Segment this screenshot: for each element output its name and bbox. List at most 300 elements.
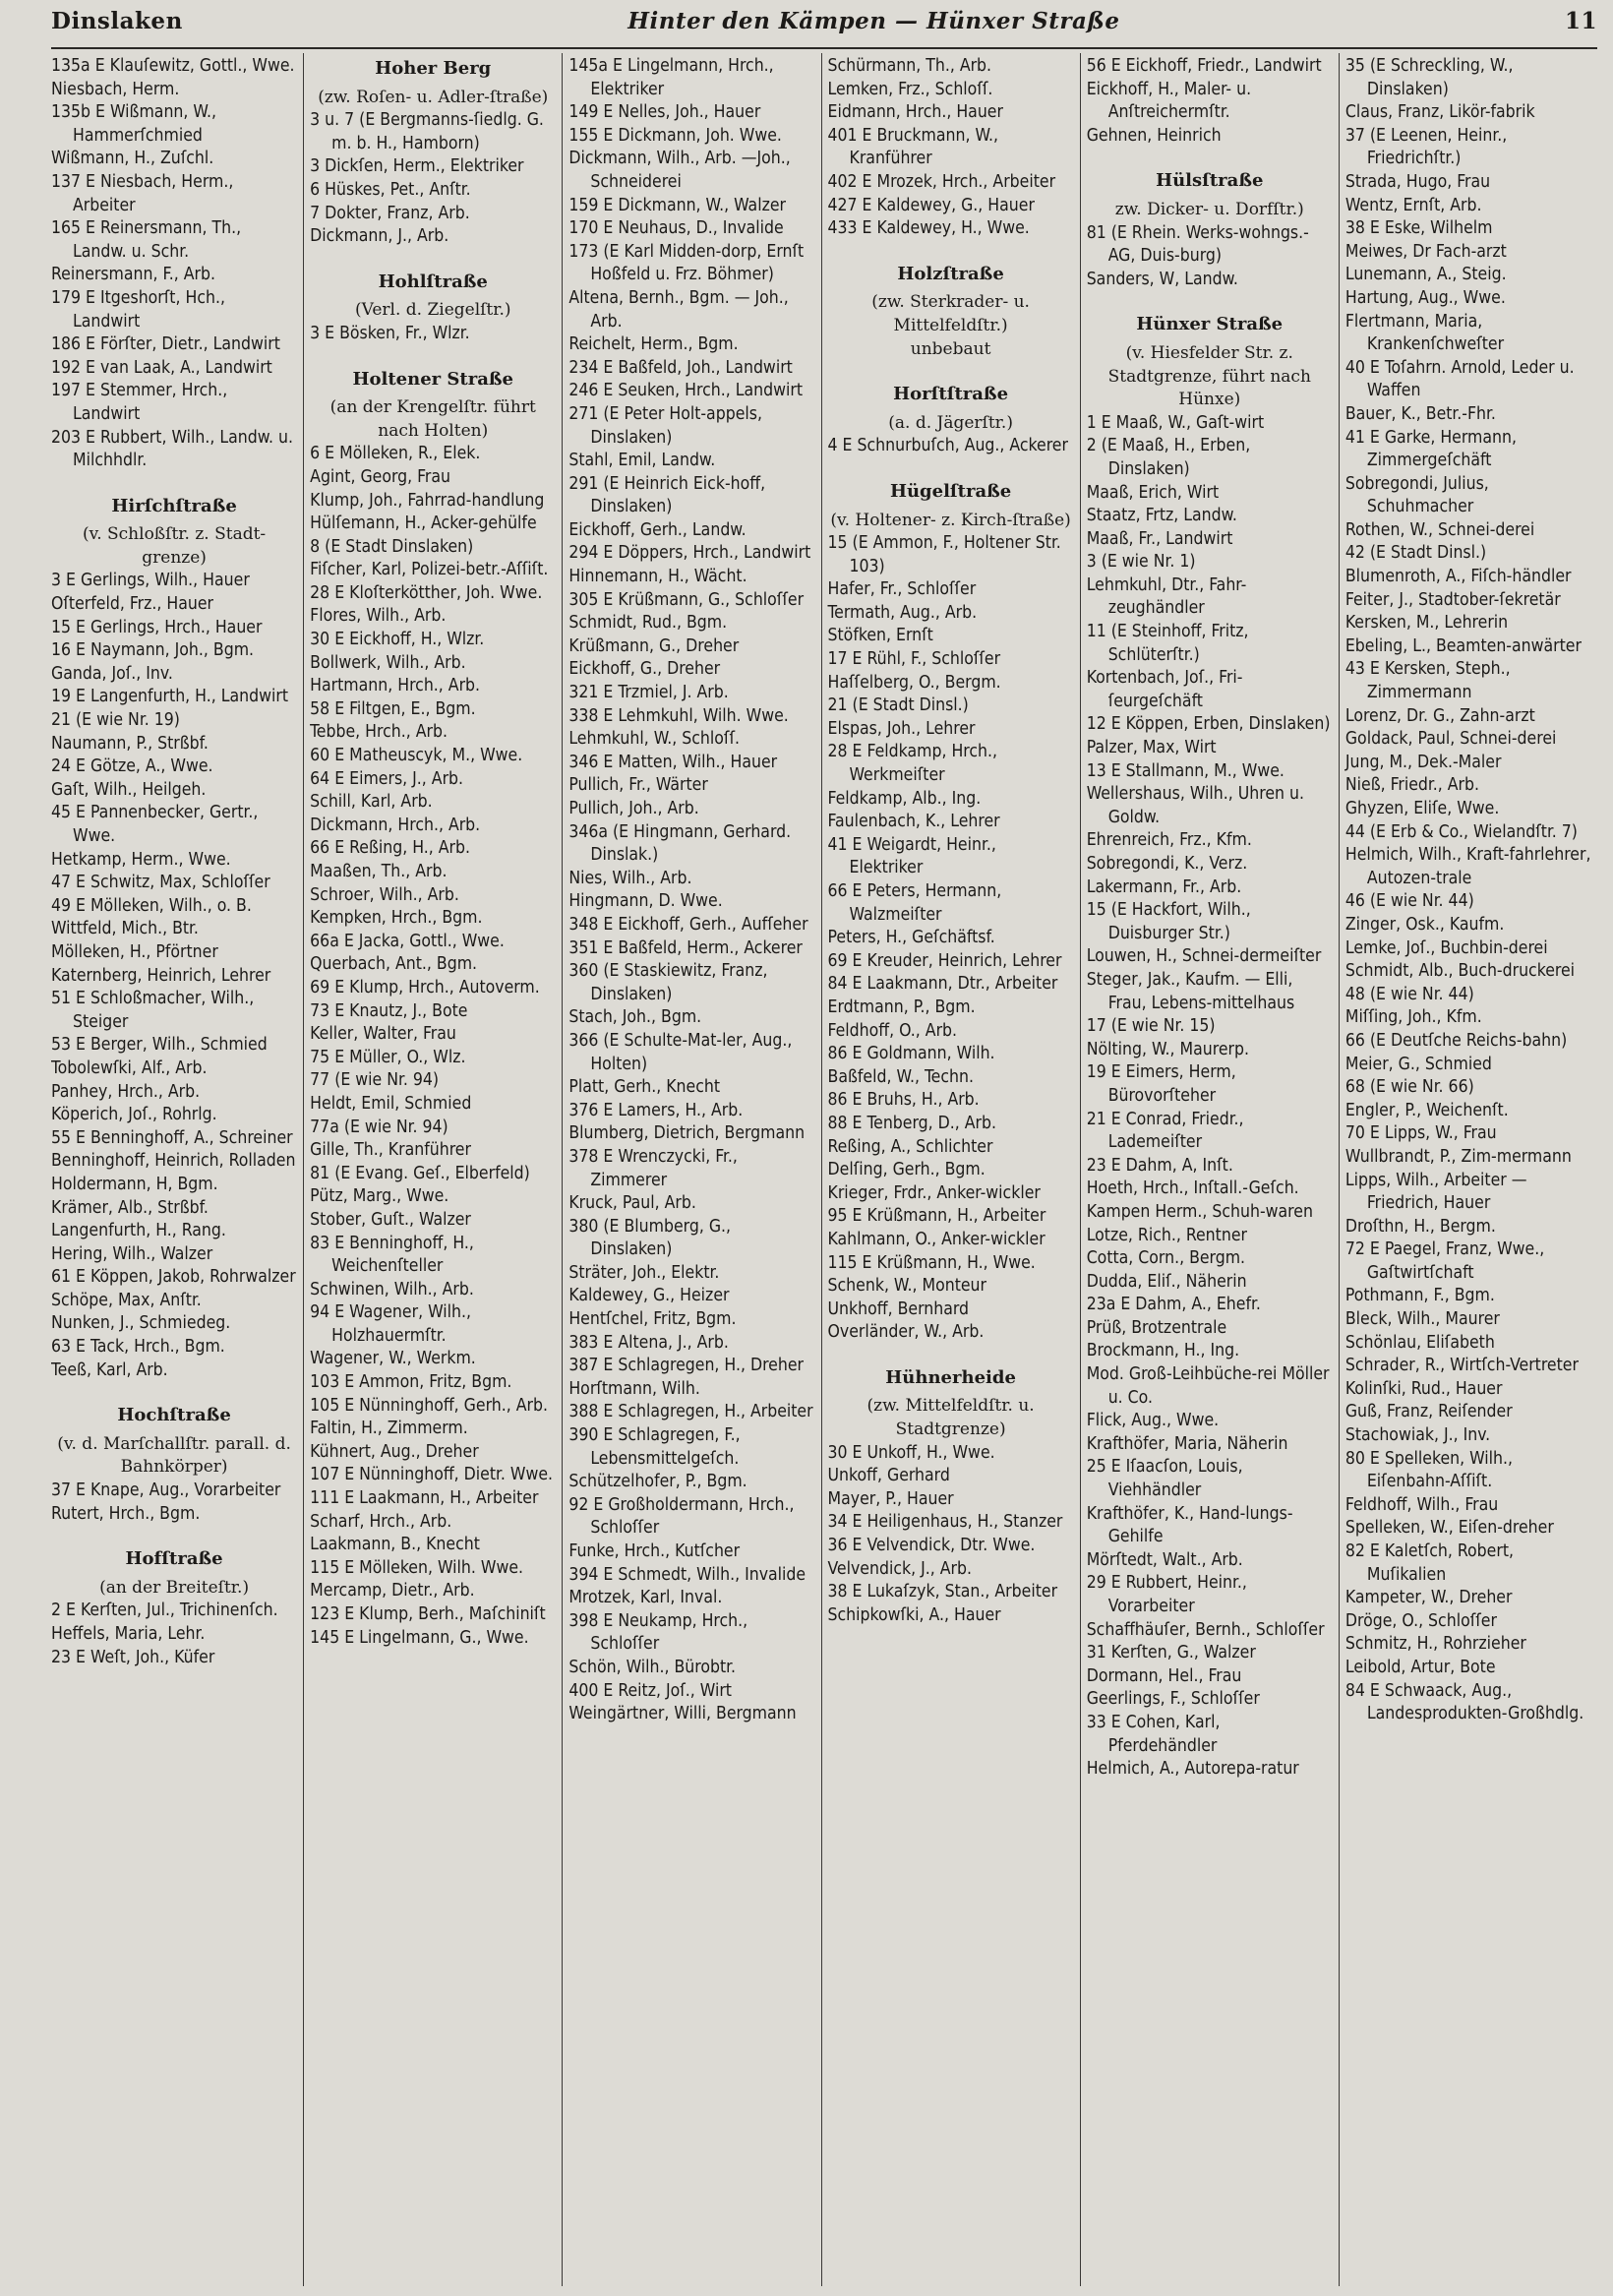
page-number: 11 <box>1564 8 1597 34</box>
resident-entry: Krafthöfer, K., Hand-lungs-Gehilfe <box>1086 1503 1293 1547</box>
street-description: (v. Hiesfelder Str. z. Stadtgrenze, führt nach Hünxe) <box>1107 342 1311 410</box>
resident-entry: Meier, G., Schmied <box>1344 1054 1492 1074</box>
resident-entry: 19 E Eimers, Herm, Bürovorſteher <box>1086 1062 1236 1106</box>
resident-entry: Helmich, Wilh., Kraft-fahrlehrer, Autozen-trale <box>1344 845 1591 888</box>
resident-entry: 80 E Spelleken, Wilh., Eiſenbahn-Aſſiſt. <box>1344 1448 1514 1492</box>
resident-entry: Feldkamp, Alb., Ing. <box>827 788 982 809</box>
resident-entry: 41 E Weigardt, Heinr., Elektriker <box>827 834 996 878</box>
directory-column <box>821 53 1080 2286</box>
resident-entry: Rothen, W., Schnei-derei <box>1344 519 1535 540</box>
resident-entry: 159 E Dickmann, W., Walzer <box>568 195 786 215</box>
resident-entry: Baßfeld, W., Techn. <box>827 1066 974 1087</box>
resident-entry: Brockmann, H., Ing. <box>1086 1341 1240 1361</box>
resident-entry: Kortenbach, Joſ., Fri-ſeurgeſchäft <box>1086 668 1243 711</box>
resident-entry: Claus, Franz, Likör-fabrik <box>1344 102 1535 123</box>
street-heading: Hühnerheide <box>885 1366 1016 1388</box>
resident-entry: Elspas, Joh., Lehrer <box>827 718 976 739</box>
resident-entry: Meiwes, Dr Fach-arzt <box>1344 241 1507 262</box>
resident-entry: 17 E Rühl, F., Schloſſer <box>827 649 1001 670</box>
resident-entry: Wittfeld, Mich., Btr. <box>51 919 199 939</box>
directory-column <box>303 53 562 2286</box>
resident-entry: 16 E Naymann, Joh., Bgm. <box>51 640 255 661</box>
resident-entry: Hafer, Fr., Schloſſer <box>827 579 977 600</box>
resident-entry: Flores, Wilh., Arb. <box>310 606 447 627</box>
resident-entry: 433 E Kaldewey, H., Wwe. <box>827 218 1030 239</box>
street-heading: Hügelſtraße <box>889 480 1012 502</box>
resident-entry: Blumberg, Dietrich, Bergmann <box>568 1123 806 1144</box>
resident-entry: Unkhoff, Bernhard <box>827 1299 970 1319</box>
resident-entry: 170 E Neuhaus, D., Invalide <box>568 218 784 239</box>
resident-entry: Sobregondi, Julius, Schuhmacher <box>1344 473 1489 517</box>
resident-entry: Kolinſki, Rud., Hauer <box>1344 1378 1503 1399</box>
resident-entry: 28 E Kloſterkötther, Joh. Wwe. <box>310 582 543 603</box>
resident-entry: Hentſchel, Fritz, Bgm. <box>568 1309 737 1330</box>
resident-entry: Dröge, O., Schloſſer <box>1344 1610 1497 1631</box>
street-heading: Hofſtraße <box>125 1548 223 1570</box>
resident-entry: 7 Dokter, Franz, Arb. <box>310 203 470 223</box>
resident-entry: Lunemann, A., Steig. <box>1344 265 1507 285</box>
resident-entry: Schaffhäuſer, Bernh., Schloſſer <box>1086 1619 1325 1640</box>
resident-entry: Spelleken, W., Eiſen-dreher <box>1344 1518 1554 1539</box>
resident-entry: 15 E Gerlings, Hrch., Hauer <box>51 617 263 637</box>
resident-entry: Wellershaus, Wilh., Uhren u. Goldw. <box>1086 784 1304 827</box>
resident-entry: 427 E Kaldewey, G., Hauer <box>827 195 1035 215</box>
resident-entry: Lemken, Frz., Schloſſ. <box>827 79 993 99</box>
resident-entry: Zinger, Osk., Kaufm. <box>1344 914 1505 935</box>
resident-entry: Goldack, Paul, Schnei-derei <box>1344 729 1557 750</box>
resident-entry: Schmidt, Alb., Buch-druckerei <box>1344 961 1576 982</box>
directory-column <box>51 53 303 2286</box>
resident-entry: Bollwerk, Wilh., Arb. <box>310 652 466 673</box>
resident-entry: 6 Hüskes, Pet., Anſtr. <box>310 179 471 200</box>
resident-entry: 165 E Reinersmann, Th., Landw. u. Schr. <box>51 218 242 262</box>
resident-entry: 246 E Seuken, Hrch., Landwirt <box>568 381 804 401</box>
resident-entry: Feiter, J., Stadtober-ſekretär <box>1344 589 1561 610</box>
resident-entry: Maaß, Fr., Landwirt <box>1086 528 1233 549</box>
resident-entry: 19 E Langenfurth, H., Landwirt <box>51 687 288 707</box>
resident-entry: Sträter, Joh., Elektr. <box>568 1262 720 1283</box>
street-heading: Hirſchſtraße <box>111 495 237 516</box>
resident-entry: Hinnemann, H., Wächt. <box>568 567 747 587</box>
street-description: (v. d. Marſchallſtr. parall. d. Bahnkörper) <box>57 1433 291 1478</box>
resident-entry: 66 (E Deutſche Reichs-bahn) <box>1344 1030 1568 1051</box>
resident-entry: Panhey, Hrch., Arb. <box>51 1081 201 1102</box>
resident-entry: Feldhoff, Wilh., Frau <box>1344 1494 1499 1515</box>
resident-entry: Kampen Herm., Schuh-waren <box>1086 1201 1313 1222</box>
resident-entry: Keller, Walter, Frau <box>310 1024 456 1045</box>
resident-entry: Louwen, H., Schnei-dermeiſter <box>1086 946 1322 967</box>
resident-entry: 82 E Kaletſch, Robert, Muſikalien <box>1344 1541 1515 1585</box>
resident-entry: 155 E Dickmann, Joh. Wwe. <box>568 125 782 146</box>
resident-entry: 36 E Velvendick, Dtr. Wwe. <box>827 1536 1036 1556</box>
resident-entry: Schürmann, Th., Arb. <box>827 56 992 76</box>
resident-entry: 55 E Benninghoff, A., Schreiner <box>51 1127 293 1148</box>
resident-entry: 3 Dickſen, Herm., Elektriker <box>310 156 524 177</box>
resident-entry: Helmich, A., Autorepa-ratur <box>1086 1759 1299 1780</box>
resident-entry: Rutert, Hrch., Bgm. <box>51 1503 201 1524</box>
resident-entry: Delſing, Gerh., Bgm. <box>827 1160 986 1180</box>
resident-entry: 66 E Reßing, H., Arb. <box>310 838 471 859</box>
resident-entry: 46 (E wie Nr. 44) <box>1344 891 1474 912</box>
resident-entry: Reichelt, Herm., Bgm. <box>568 334 739 355</box>
resident-entry: 15 (E Ammon, F., Holtener Str. 103) <box>827 533 1061 576</box>
resident-entry: Schipkowſki, A., Hauer <box>827 1604 1001 1625</box>
resident-entry: 51 E Schloßmacher, Wilh., Steiger <box>51 989 255 1032</box>
resident-entry: 291 (E Heinrich Eick-hoff, Dinslaken) <box>568 473 766 517</box>
resident-entry: Wullbrandt, P., Zim-mermann <box>1344 1146 1572 1167</box>
resident-entry: Termath, Aug., Arb. <box>827 602 978 623</box>
resident-entry: Dickmann, J., Arb. <box>310 226 449 247</box>
resident-entry: 61 E Köppen, Jakob, Rohrwalzer <box>51 1267 296 1288</box>
resident-entry: 45 E Pannenbecker, Gertr., Wwe. <box>51 803 259 846</box>
resident-entry: Prüß, Brotzentrale <box>1086 1317 1227 1338</box>
resident-entry: Schützelhofer, P., Bgm. <box>568 1472 747 1492</box>
resident-entry: 63 E Tack, Hrch., Bgm. <box>51 1337 225 1358</box>
resident-entry: 346 E Matten, Wilh., Hauer <box>568 752 778 772</box>
resident-entry: Heldt, Emil, Schmied <box>310 1093 472 1114</box>
street-heading: Holtener Straße <box>352 368 513 390</box>
resident-entry: Tobolewſki, Alf., Arb. <box>51 1057 208 1078</box>
resident-entry: 305 E Krüßmann, G., Schloſſer <box>568 589 805 610</box>
resident-entry: 17 (E wie Nr. 15) <box>1086 1016 1216 1037</box>
resident-entry: 53 E Berger, Wilh., Schmied <box>51 1035 268 1056</box>
street-description: (v. Schloßſtr. z. Stadt-grenze) <box>82 524 267 568</box>
resident-entry: 49 E Mölleken, Wilh., o. B. <box>51 895 252 916</box>
resident-entry: 346a (E Hingmann, Gerhard. Dinslak.) <box>568 821 792 866</box>
street-heading: Holzſtraße <box>897 263 1004 284</box>
resident-entry: Geerlings, F., Schloſſer <box>1086 1689 1260 1710</box>
resident-entry: 21 E Conrad, Friedr., Lademeiſter <box>1086 1109 1244 1153</box>
resident-entry: Teeß, Karl, Arb. <box>51 1359 168 1380</box>
resident-entry: Schöpe, Max, Anſtr. <box>51 1290 202 1310</box>
resident-entry: Weingärtner, Willi, Bergmann <box>568 1704 797 1724</box>
page-header <box>51 8 1597 49</box>
resident-entry: Mayer, P., Hauer <box>827 1488 954 1509</box>
street-description: (an der Breiteſtr.) <box>99 1577 250 1598</box>
header-town: Dinslaken <box>51 8 183 34</box>
resident-entry: Fiſcher, Karl, Polizei-betr.-Aſſiſt. <box>310 560 549 580</box>
resident-entry: Scharf, Hrch., Arb. <box>310 1511 452 1532</box>
resident-entry: 15 (E Hackfort, Wilh., Duisburger Str.) <box>1086 900 1251 943</box>
resident-entry: 37 E Knape, Aug., Vorarbeiter <box>51 1480 281 1501</box>
resident-entry: Schön, Wilh., Bürobtr. <box>568 1657 737 1677</box>
resident-entry: 81 (E Rhein. Werks-wohngs.-AG, Duis-burg) <box>1086 222 1309 267</box>
resident-entry: Horſtmann, Wilh. <box>568 1378 700 1399</box>
resident-entry: 84 E Laakmann, Dtr., Arbeiter <box>827 974 1058 995</box>
resident-entry: 83 E Benninghoff, H., Weichenſteller <box>310 1233 474 1277</box>
resident-entry: Schroer, Wilh., Arb. <box>310 884 459 905</box>
resident-entry: Köperich, Joſ., Rohrlg. <box>51 1105 217 1125</box>
resident-entry: 73 E Knautz, J., Bote <box>310 1000 468 1021</box>
resident-entry: Hingmann, D. Wwe. <box>568 891 723 912</box>
resident-entry: Platt, Gerh., Knecht <box>568 1077 721 1098</box>
resident-entry: Bleck, Wilh., Maurer <box>1344 1309 1500 1330</box>
resident-entry: Kahlmann, O., Anker-wickler <box>827 1229 1045 1249</box>
resident-entry: Maaß, Erich, Wirt <box>1086 482 1220 503</box>
resident-entry: Nunken, J., Schmiedeg. <box>51 1313 231 1334</box>
resident-entry: 42 (E Stadt Dinsl.) <box>1344 543 1487 564</box>
resident-entry: 338 E Lehmkuhl, Wilh. Wwe. <box>568 705 789 726</box>
resident-entry: Eickhoff, G., Dreher <box>568 659 721 680</box>
resident-entry: Pothmann, F., Bgm. <box>1344 1286 1495 1306</box>
street-description: (a. d. Jägerſtr.) <box>888 412 1013 433</box>
resident-entry: Wagener, W., Werkm. <box>310 1349 476 1369</box>
resident-entry: 29 E Rubbert, Heinr., Vorarbeiter <box>1086 1573 1247 1616</box>
resident-entry: Hülſemann, H., Acker-gehülfe <box>310 514 537 534</box>
resident-entry: 321 E Trzmiel, J. Arb. <box>568 683 729 703</box>
resident-entry: Stober, Guſt., Walzer <box>310 1209 471 1230</box>
street-heading: Hülsſtraße <box>1156 170 1264 192</box>
resident-entry: 84 E Schwaack, Aug., Landesprodukten-Großhdlg. <box>1344 1680 1584 1724</box>
resident-entry: Steger, Jak., Kaufm. — Elli, Frau, Lebens-mittelhaus <box>1086 969 1295 1013</box>
resident-entry: 60 E Matheuscyk, M., Wwe. <box>310 746 523 766</box>
resident-entry: Lotze, Rich., Rentner <box>1086 1225 1247 1245</box>
resident-entry: Mrotzek, Karl, Inval. <box>568 1588 723 1608</box>
resident-entry: 95 E Krüßmann, H., Arbeiter <box>827 1206 1046 1227</box>
resident-entry: 21 (E wie Nr. 19) <box>51 710 180 731</box>
resident-entry: Kruck, Paul, Arb. <box>568 1193 696 1214</box>
resident-entry: 41 E Garke, Hermann, Zimmergeſchäft <box>1344 427 1517 471</box>
resident-entry: Cotta, Corn., Bergm. <box>1086 1248 1246 1269</box>
resident-entry: 30 E Unkoff, H., Wwe. <box>827 1442 995 1463</box>
resident-entry: 400 E Reitz, Joſ., Wirt <box>568 1680 732 1701</box>
resident-entry: Lakermann, Fr., Arb. <box>1086 876 1242 897</box>
resident-entry: Mölleken, H., Pförtner <box>51 941 218 962</box>
resident-entry: Gehnen, Heinrich <box>1086 125 1222 146</box>
resident-entry: 115 E Mölleken, Wilh. Wwe. <box>310 1557 524 1578</box>
resident-entry: 271 (E Peter Holt-appels, Dinslaken) <box>568 403 762 448</box>
resident-entry: Strada, Hugo, Frau <box>1344 171 1491 192</box>
resident-entry: Gille, Th., Kranführer <box>310 1140 471 1161</box>
resident-entry: 348 E Eickhoff, Gerh., Aufſeher <box>568 914 808 935</box>
resident-entry: Kaldewey, G., Heizer <box>568 1286 730 1306</box>
resident-entry: Blumenroth, A., Fiſch-händler <box>1344 567 1572 587</box>
resident-entry: Laakmann, B., Knecht <box>310 1535 480 1555</box>
resident-entry: 68 (E wie Nr. 66) <box>1344 1077 1474 1098</box>
resident-entry: Lehmkuhl, W., Schloſſ. <box>568 729 740 750</box>
resident-entry: 23 E Weſt, Joh., Küfer <box>51 1647 215 1667</box>
resident-entry: 137 E Niesbach, Herm., Arbeiter <box>51 171 234 215</box>
resident-entry: Miſſing, Joh., Kfm. <box>1344 1007 1482 1028</box>
resident-entry: 380 (E Blumberg, G., Dinslaken) <box>568 1216 732 1260</box>
resident-entry: 294 E Döppers, Hrch., Landwirt <box>568 543 811 564</box>
resident-entry: 135a E Klauſewitz, Gottl., Wwe. <box>51 56 295 76</box>
resident-entry: 58 E Filtgen, E., Bgm. <box>310 698 476 719</box>
resident-entry: Hetkamp, Herm., Wwe. <box>51 849 231 870</box>
resident-entry: 35 (E Schreckling, W., Dinslaken) <box>1344 56 1514 99</box>
resident-entry: Haſſelberg, O., Bergm. <box>827 672 1001 693</box>
resident-entry: 149 E Nelles, Joh., Hauer <box>568 102 761 123</box>
resident-entry: 92 E Großholdermann, Hrch., Schloſſer <box>568 1494 795 1539</box>
resident-entry: Querbach, Ant., Bgm. <box>310 954 478 975</box>
resident-entry: Lipps, Wilh., Arbeiter —Friedrich, Hauer <box>1344 1170 1527 1214</box>
directory-columns <box>51 53 1597 2286</box>
street-heading: Horſtſtraße <box>893 384 1009 405</box>
street-heading: Hünxer Straße <box>1136 314 1284 335</box>
resident-entry: Krüßmann, G., Dreher <box>568 635 740 656</box>
resident-entry: 401 E Bruckmann, W., Kranführer <box>827 125 999 169</box>
resident-entry: 192 E van Laak, A., Landwirt <box>51 357 272 378</box>
street-description: (Verl. d. Ziegelſtr.) <box>354 300 511 321</box>
resident-entry: 23 E Dahm, A, Inſt. <box>1086 1155 1233 1176</box>
resident-entry: Nies, Wilh., Arb. <box>568 868 692 888</box>
resident-entry: 2 (E Maaß, H., Erben, Dinslaken) <box>1086 436 1251 479</box>
resident-entry: Schill, Karl, Arb. <box>310 792 433 813</box>
resident-entry: Naumann, P., Strßbf. <box>51 733 209 754</box>
resident-entry: Wißmann, H., Zuſchl. <box>51 149 214 169</box>
resident-entry: 3 (E wie Nr. 1) <box>1086 552 1196 573</box>
resident-entry: 38 E Eske, Wilhelm <box>1344 218 1493 239</box>
resident-entry: 38 E Lukaſzyk, Stan., Arbeiter <box>827 1582 1058 1602</box>
resident-entry: Stachowiak, J., Inv. <box>1344 1425 1491 1446</box>
resident-entry: Staatz, Frtz, Landw. <box>1086 506 1237 526</box>
resident-entry: Lehmkuhl, Dtr., Fahr-zeughändler <box>1086 574 1247 619</box>
resident-entry: Nölting, W., Maurerp. <box>1086 1039 1249 1059</box>
resident-entry: Hartmann, Hrch., Arb. <box>310 676 481 696</box>
resident-entry: 383 E Altena, J., Arb. <box>568 1332 729 1353</box>
resident-entry: 66 E Peters, Hermann, Walzmeiſter <box>827 881 1002 925</box>
resident-entry: 145 E Lingelmann, G., Wwe. <box>310 1627 529 1648</box>
resident-entry: Pullich, Fr., Wärter <box>568 775 708 796</box>
resident-entry: Mercamp, Dietr., Arb. <box>310 1581 475 1601</box>
resident-entry: 64 E Eimers, J., Arb. <box>310 768 464 789</box>
resident-entry: 33 E Cohen, Karl, Pferdehändler <box>1086 1712 1221 1756</box>
resident-entry: 11 (E Steinhoff, Fritz, Schlüterſtr.) <box>1086 622 1249 665</box>
resident-entry: 77a (E wie Nr. 94) <box>310 1117 448 1137</box>
resident-entry: Bauer, K., Betr.-Fhr. <box>1344 403 1496 424</box>
resident-entry: Faltin, H., Zimmerm. <box>310 1419 468 1439</box>
resident-entry: 43 E Kersken, Steph., Zimmermann <box>1344 659 1511 703</box>
resident-entry: 3 E Bösken, Fr., Wlzr. <box>310 323 470 343</box>
resident-entry: 2 E Kerſten, Jul., Trichinenſch. <box>51 1601 278 1621</box>
resident-entry: Stöfken, Ernſt <box>827 626 933 646</box>
resident-entry: 197 E Stemmer, Hrch., Landwirt <box>51 381 228 424</box>
resident-entry: Niesbach, Herm. <box>51 79 180 99</box>
resident-entry: Reßing, A., Schlichter <box>827 1136 993 1157</box>
resident-entry: Eidmann, Hrch., Hauer <box>827 102 1003 123</box>
resident-entry: 145a E Lingelmann, Hrch., Elektriker <box>568 56 774 99</box>
resident-entry: Unkoff, Gerhard <box>827 1466 950 1486</box>
street-heading: Hohlſtraße <box>378 271 488 292</box>
resident-entry: Schrader, R., Wirtſch-Vertreter <box>1344 1356 1579 1376</box>
resident-entry: Schwinen, Wilh., Arb. <box>310 1279 474 1299</box>
resident-entry: Schönlau, Eliſabeth <box>1344 1332 1495 1353</box>
resident-entry: Eickhoff, Gerh., Landw. <box>568 519 747 540</box>
resident-entry: 66a E Jacka, Gottl., Wwe. <box>310 931 505 951</box>
resident-entry: 34 E Heiligenhaus, H., Stanzer <box>827 1512 1063 1533</box>
resident-entry: 103 E Ammon, Fritz, Bgm. <box>310 1372 512 1393</box>
resident-entry: Ehrenreich, Frz., Kfm. <box>1086 830 1252 851</box>
resident-entry: 47 E Schwitz, Max, Schloſſer <box>51 873 270 893</box>
resident-entry: 388 E Schlagregen, H., Arbeiter <box>568 1402 813 1422</box>
resident-entry: Kersken, M., Lehrerin <box>1344 613 1509 634</box>
resident-entry: 107 E Nünninghoff, Dietr. Wwe. <box>310 1465 554 1485</box>
resident-entry: Nieß, Friedr., Arb. <box>1344 775 1480 796</box>
resident-entry: 390 E Schlagregen, F., Lebensmittelgeſch. <box>568 1425 741 1469</box>
resident-entry: Altena, Bernh., Bgm. — Joh., Arb. <box>568 287 789 332</box>
resident-entry: 360 (E Staskiewitz, Franz, Dinslaken) <box>568 961 768 1004</box>
resident-entry: Dudda, Eliſ., Näherin <box>1086 1271 1247 1292</box>
resident-entry: 28 E Feldkamp, Hrch., Werkmeiſter <box>827 742 998 786</box>
resident-entry: Droſthn, H., Bergm. <box>1344 1216 1496 1237</box>
resident-entry: 69 E Kreuder, Heinrich, Lehrer <box>827 950 1062 971</box>
resident-entry: 111 E Laakmann, H., Arbeiter <box>310 1488 539 1509</box>
resident-entry: 398 E Neukamp, Hrch., Schloſſer <box>568 1610 748 1655</box>
resident-entry: Leibold, Artur, Bote <box>1344 1657 1496 1677</box>
resident-entry: Velvendick, J., Arb. <box>827 1558 972 1579</box>
resident-entry: 186 E Förſter, Dietr., Landwirt <box>51 334 280 355</box>
resident-entry: 56 E Eickhoff, Friedr., Landwirt <box>1086 56 1322 76</box>
resident-entry: Maaßen, Th., Arb. <box>310 862 448 881</box>
resident-entry: Krieger, Frdr., Anker-wickler <box>827 1182 1041 1203</box>
street-heading: Hochſtraße <box>117 1405 231 1426</box>
resident-entry: Ganda, Joſ., Inv. <box>51 663 173 684</box>
resident-entry: Ghyzen, Eliſe, Wwe. <box>1344 799 1500 818</box>
resident-entry: 24 E Götze, A., Wwe. <box>51 756 213 777</box>
resident-entry: Faulenbach, K., Lehrer <box>827 812 1000 832</box>
resident-entry: 75 E Müller, O., Wlz. <box>310 1047 466 1067</box>
resident-entry: Stach, Joh., Bgm. <box>568 1007 702 1028</box>
street-description: unbebaut <box>910 338 991 359</box>
resident-entry: Schmitz, H., Rohrzieher <box>1344 1634 1526 1655</box>
resident-entry: Heffels, Maria, Lehr. <box>51 1624 206 1644</box>
resident-entry: Pullich, Joh., Arb. <box>568 799 699 818</box>
resident-entry: 25 E Iſaacſon, Louis, Viehhändler <box>1086 1457 1243 1501</box>
resident-entry: Holdermann, H, Bgm. <box>51 1174 218 1194</box>
resident-entry: 77 (E wie Nr. 94) <box>310 1070 440 1091</box>
resident-entry: 81 (E Evang. Geſ., Elberfeld) <box>310 1163 530 1183</box>
resident-entry: 12 E Köppen, Erben, Dinslaken) <box>1086 714 1331 735</box>
resident-entry: 179 E Itgeshorſt, Hch., Landwirt <box>51 287 225 332</box>
resident-entry: Guß, Franz, Reiſender <box>1344 1402 1513 1422</box>
resident-entry: 203 E Rubbert, Wilh., Landw. u. Milchhdlr. <box>51 427 293 471</box>
resident-entry: Oſterfeld, Frz., Hauer <box>51 594 213 615</box>
resident-entry: Krafthöfer, Maria, Näherin <box>1086 1433 1288 1454</box>
resident-entry: 351 E Baßfeld, Herm., Ackerer <box>568 937 803 958</box>
resident-entry: Sanders, W, Landw. <box>1086 269 1238 289</box>
resident-entry: 31 Kerſten, G., Walzer <box>1086 1643 1256 1663</box>
resident-entry: Klump, Joh., Fahrrad-handlung <box>310 490 545 511</box>
resident-entry: Langenfurth, H., Rang. <box>51 1221 226 1241</box>
resident-entry: 394 E Schmedt, Wilh., Invalide <box>568 1564 806 1585</box>
resident-entry: Kampeter, W., Dreher <box>1344 1588 1513 1608</box>
resident-entry: 3 u. 7 (E Bergmanns-ſiedlg. G. m. b. H., Hamborn) <box>310 110 544 153</box>
resident-entry: 115 E Krüßmann, H., Wwe. <box>827 1252 1036 1273</box>
resident-entry: Wentz, Ernſt, Arb. <box>1344 195 1482 215</box>
street-description: (zw. Roſen- u. Adler-ſtraße) <box>318 87 549 107</box>
resident-entry: 402 E Mrozek, Hrch., Arbeiter <box>827 171 1056 192</box>
resident-entry: Eickhoff, H., Maler- u. Anſtreichermſtr. <box>1086 79 1252 123</box>
resident-entry: Peters, H., Geſchäftsf. <box>827 928 995 948</box>
resident-entry: Krämer, Alb., Strßbf. <box>51 1197 209 1218</box>
resident-entry: Gaſt, Wilh., Heilgeh. <box>51 779 207 800</box>
resident-entry: Engler, P., Weichenſt. <box>1344 1100 1509 1120</box>
resident-entry: 378 E Wrenczycki, Fr., Zimmerer <box>568 1146 738 1190</box>
resident-entry: Benninghoff, Heinrich, Rolladen <box>51 1151 296 1172</box>
resident-entry: Dormann, Hel., Frau <box>1086 1665 1242 1686</box>
resident-entry: Lemke, Joſ., Buchbin-derei <box>1344 937 1548 958</box>
resident-entry: Sobregondi, K., Verz. <box>1086 854 1248 874</box>
resident-entry: Tebbe, Hrch., Arb. <box>310 722 448 743</box>
resident-entry: 6 E Mölleken, R., Elek. <box>310 444 481 464</box>
resident-entry: Reinersmann, F., Arb. <box>51 265 215 285</box>
resident-entry: 3 E Gerlings, Wilh., Hauer <box>51 571 250 591</box>
resident-entry: 21 (E Stadt Dinsl.) <box>827 695 969 716</box>
resident-entry: 30 E Eickhoff, H., Wlzr. <box>310 630 485 650</box>
resident-entry: 366 (E Schulte-Mat-ler, Aug., Holten) <box>568 1030 793 1074</box>
resident-entry: Erdtmann, P., Bgm. <box>827 997 976 1017</box>
street-description: (zw. Sterkrader- u. Mittelfeldſtr.) <box>871 292 1030 335</box>
